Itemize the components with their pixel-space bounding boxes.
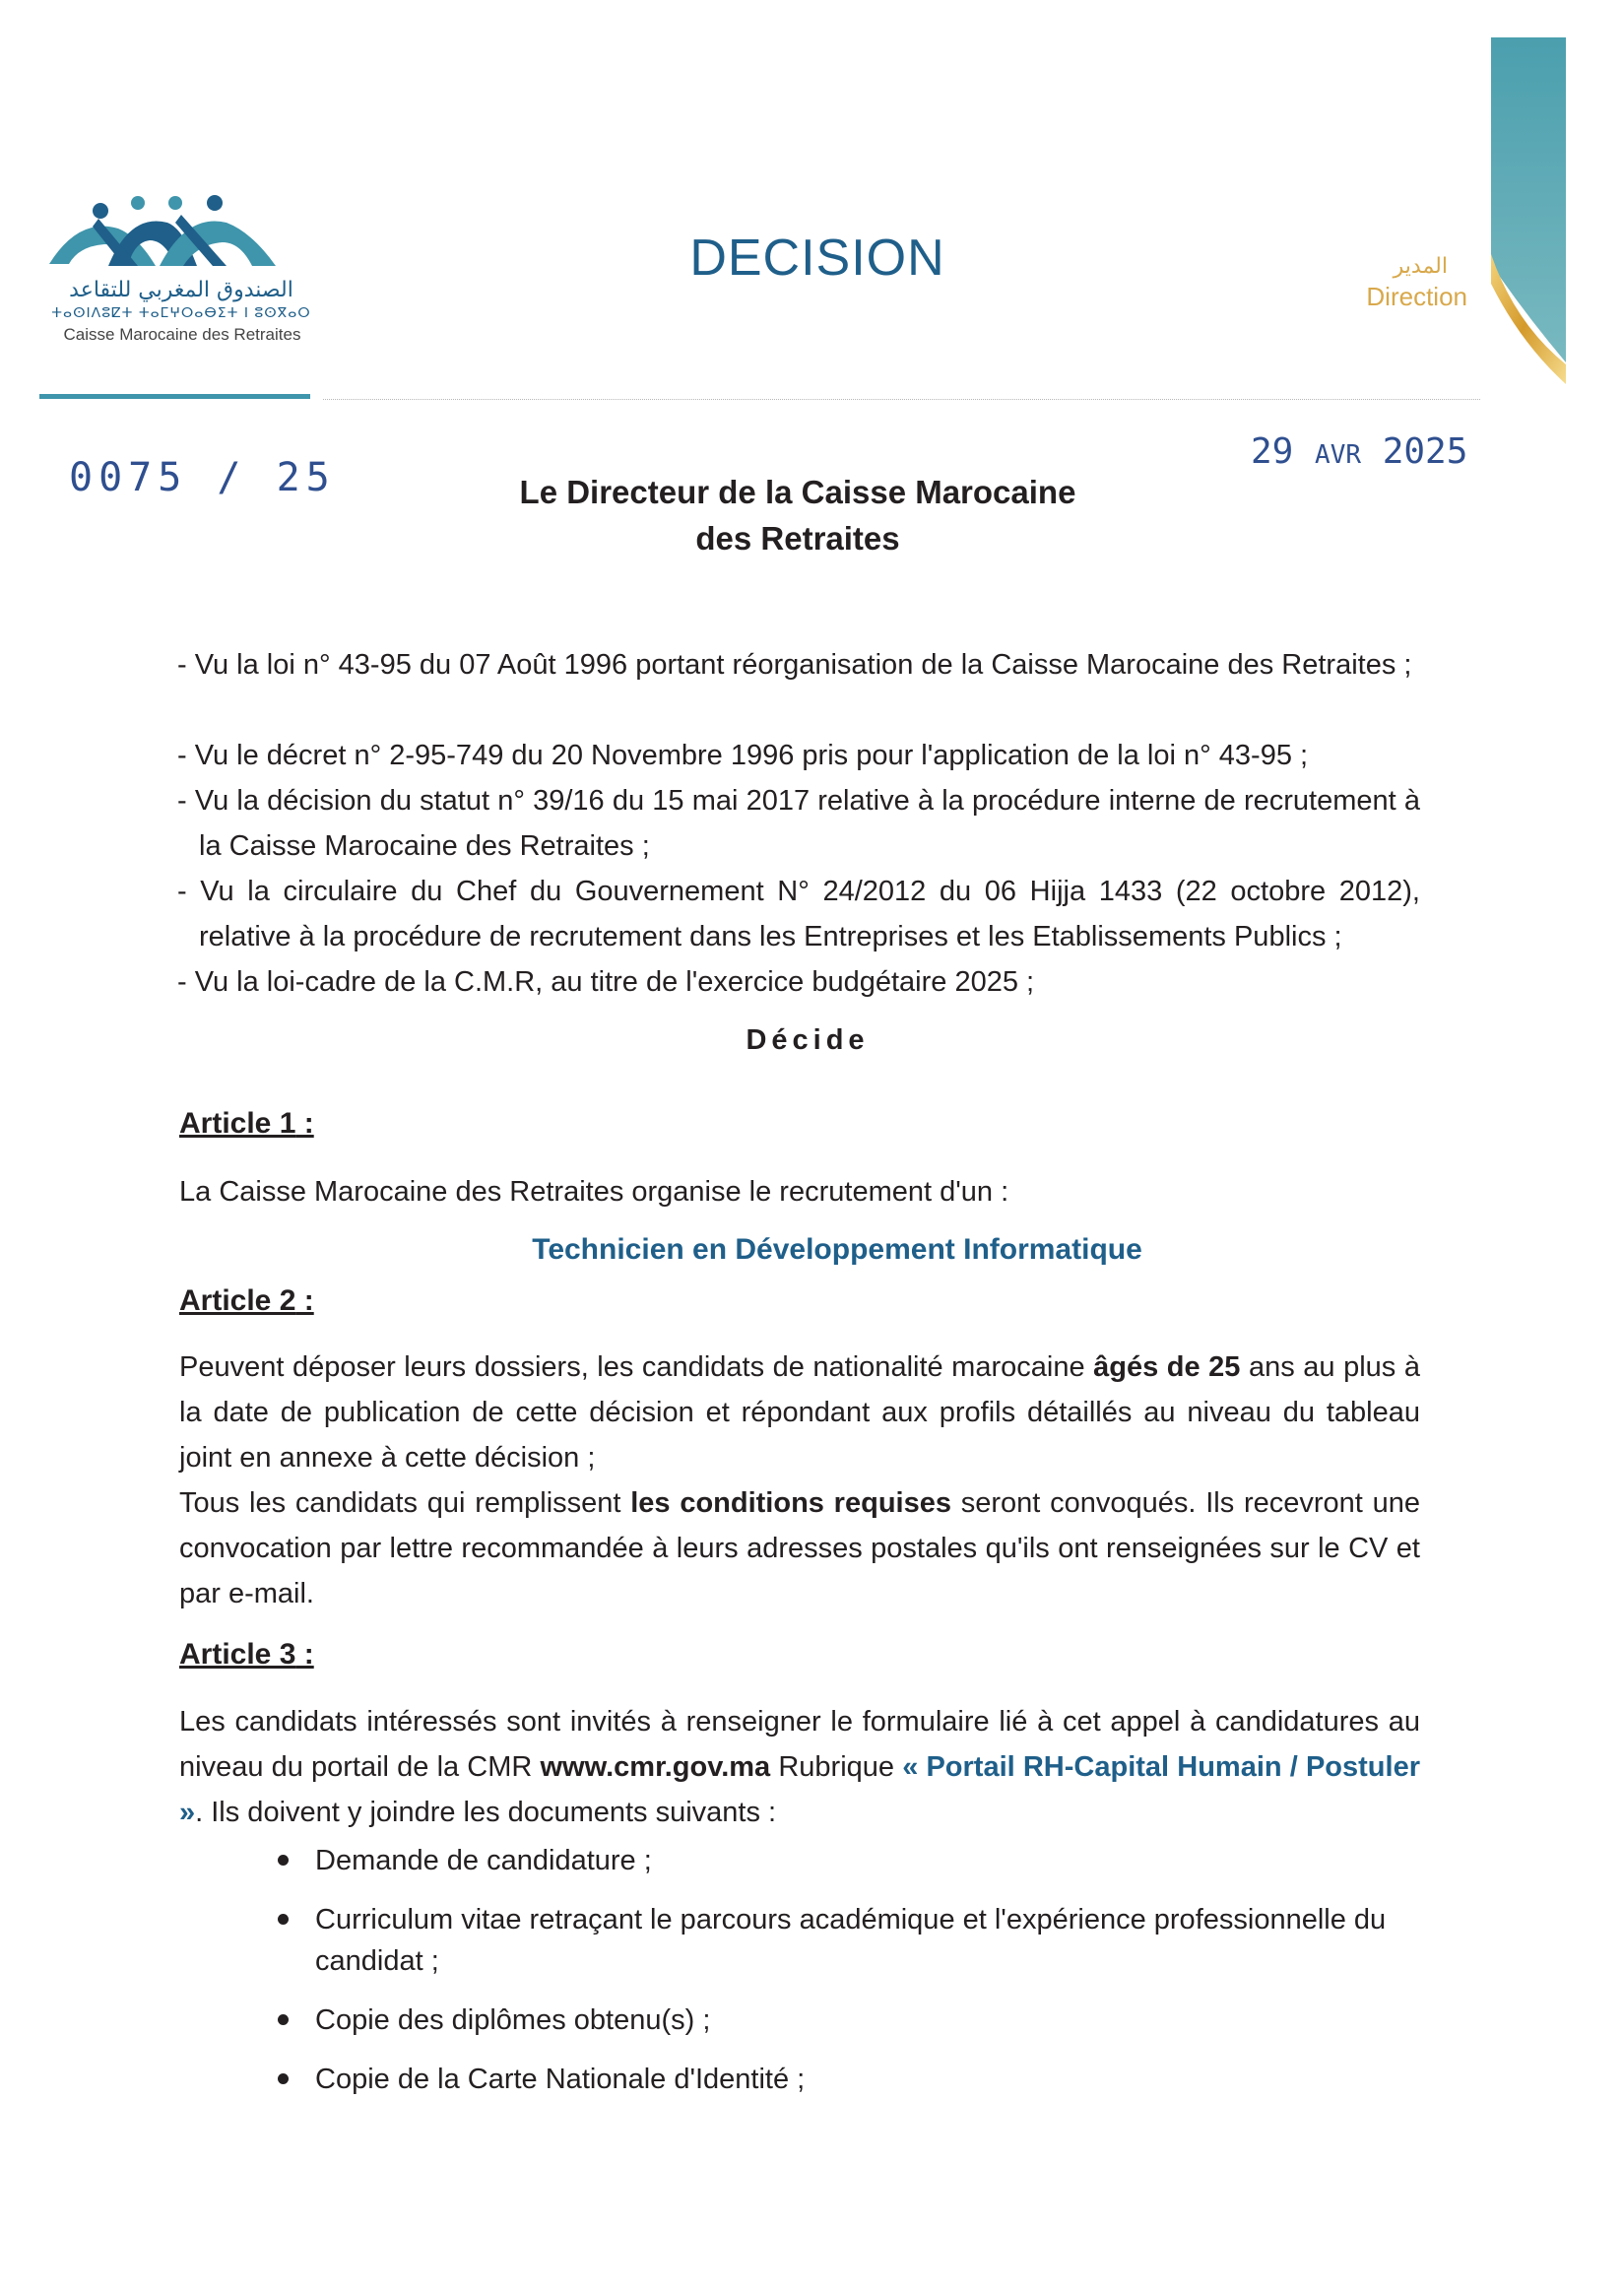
document-label: Copie de la Carte Nationale d'Identité ; (315, 2064, 806, 2095)
vu-item-2: - Vu le décret n° 2-95-749 du 20 Novembre 1996 pris pour l'application de la loi n° 43-95 ; (177, 740, 1309, 771)
bullet-icon (278, 1855, 289, 1866)
document-list-item (274, 2000, 1422, 2041)
bullet-icon (278, 2073, 289, 2084)
cmr-portal-url[interactable]: www.cmr.gov.ma (540, 1751, 771, 1783)
document-label: Curriculum vitae retraçant le parcours académique et l'expérience professionnelle du candidat ; (315, 1904, 1387, 1977)
article-2-p2-a: Tous les candidats qui remplissent (179, 1487, 631, 1519)
article-3-p-c: . Ils doivent y joindre les documents suivants : (195, 1797, 777, 1828)
article-1-title: Article 1 (179, 1107, 296, 1140)
article-2-paragraph-2 (179, 1480, 1420, 1616)
date-year: 2025 (1382, 431, 1468, 472)
article-2-colon: : (295, 1284, 314, 1317)
article-3-paragraph (179, 1699, 1420, 1835)
issuer-line-1: Le Directeur de la Caisse Marocaine (519, 474, 1076, 510)
article-1-text: La Caisse Marocaine des Retraites organise le recrutement d'un : (179, 1176, 1009, 1208)
article-1-heading (179, 1107, 314, 1141)
article-3-heading (179, 1638, 314, 1672)
decide-heading: Décide (746, 1024, 870, 1056)
date-month: AVR (1315, 440, 1362, 470)
article-2-conditions: les conditions requises (630, 1487, 951, 1519)
article-2-title: Article 2 (179, 1284, 296, 1317)
article-2-heading (179, 1284, 314, 1318)
article-3-p-b: Rubrique (770, 1751, 903, 1783)
job-title: Technicien en Développement Informatique (532, 1233, 1142, 1266)
vu-item-5: - Vu la loi-cadre de la C.M.R, au titre de l'exercice budgétaire 2025 ; (177, 966, 1035, 998)
document-label: Copie des diplômes obtenu(s) ; (315, 2004, 711, 2036)
article-1-colon: : (295, 1107, 314, 1140)
logo-arabic-text: الصندوق المغربي للتقاعد (69, 278, 293, 302)
logo-tifinagh-text: ⵜⴰⵙⵏⴷⵓⵇⵜ ⵜⴰⵎⵖⵔⴰⴱⵉⵜ ⵏ ⵓⵙⴳⴰⵔ (51, 305, 311, 321)
vu-item-4: - Vu la circulaire du Chef du Gouvernement N° 24/2012 du 06 Hijja 1433 (22 octobre 2012), relative à la procédure de recrutement dans les Entreprises et les Etablissements Publics ; (177, 876, 1420, 952)
document-list-item (274, 2059, 1422, 2100)
article-2-p1-a: Peuvent déposer leurs dossiers, les candidats de nationalité marocaine (179, 1351, 1094, 1383)
vu-item-3: - Vu la décision du statut n° 39/16 du 15 mai 2017 relative à la procédure interne de recrutement à la Caisse Marocaine des Retraites ; (177, 785, 1420, 862)
document-list-item (274, 1840, 1422, 1881)
date-stamp (1251, 431, 1467, 472)
direction-french: Direction (1366, 282, 1467, 311)
document-label: Demande de candidature ; (315, 1845, 652, 1876)
article-3-p-a: Les candidats intéressés sont invités à renseigner le formulaire lié à cet appel à candidatures au niveau du portail de la CMR (179, 1706, 1420, 1783)
article-2-age-limit: âgés de 25 (1093, 1351, 1241, 1383)
article-2-paragraph-1 (179, 1345, 1420, 1480)
document-title: DECISION (689, 230, 945, 287)
vu-item-1: - Vu la loi n° 43-95 du 07 Août 1996 portant réorganisation de la Caisse Marocaine des Retraites ; (177, 649, 1412, 681)
article-2-p2-c: seront convoqués. Ils recevront une convocation par lettre recommandée à leurs adresses postales qu'ils ont renseignées sur le CV et par e-mail. (179, 1487, 1420, 1609)
portal-rubrique: « Portail RH-Capital Humain / Postuler » (179, 1751, 1420, 1828)
reference-number-stamp: 0075 / 25 (69, 455, 336, 500)
corner-ribbon-decoration (1485, 37, 1568, 392)
issuer-line-2: des Retraites (695, 520, 900, 557)
bullet-icon (278, 1914, 289, 1925)
header-divider (323, 399, 1480, 400)
article-2-p1-c: ans au plus à la date de publication de cette décision et répondant aux profils détaillés au niveau du tableau joint en annexe à cette décision ; (179, 1351, 1420, 1474)
bullet-icon (278, 2014, 289, 2025)
article-3-colon: : (295, 1638, 314, 1671)
logo-underline (39, 394, 310, 399)
direction-arabic: المدير (1393, 254, 1448, 279)
logo-french-text: Caisse Marocaine des Retraites (63, 325, 301, 344)
article-3-title: Article 3 (179, 1638, 296, 1671)
date-day: 29 (1251, 431, 1294, 472)
document-list-item (274, 1899, 1422, 1982)
issuer-heading (473, 469, 1123, 561)
